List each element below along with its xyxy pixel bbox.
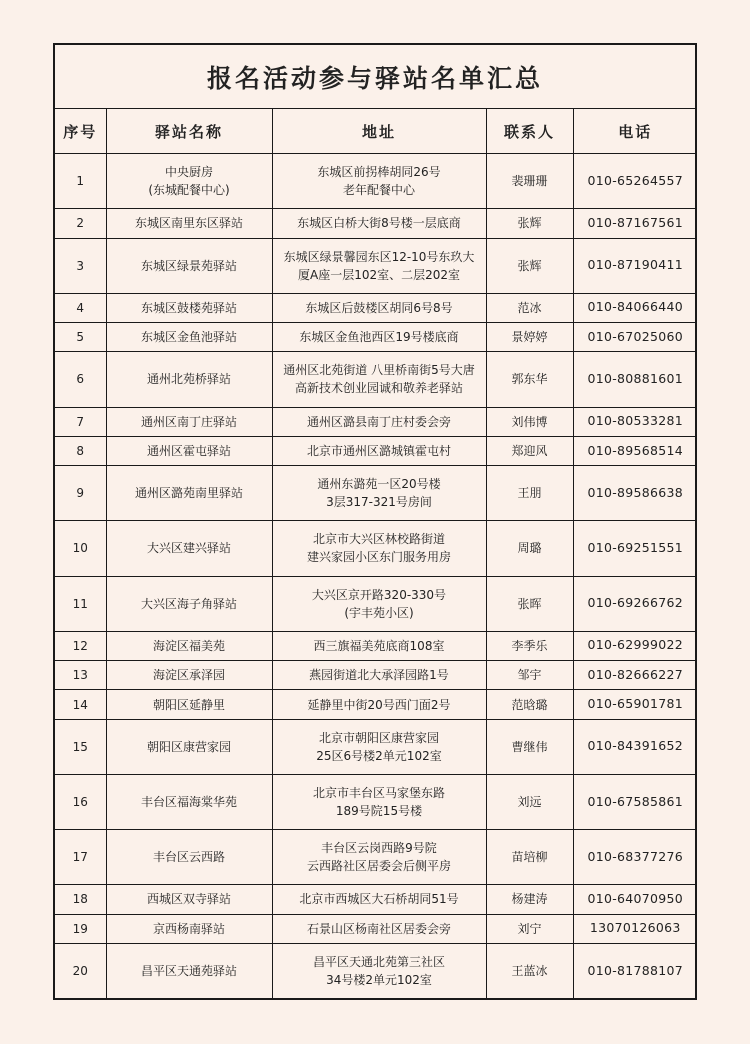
station-name (106, 407, 272, 436)
row-number: 7 (55, 407, 106, 436)
row-number: 4 (55, 293, 106, 322)
phone-number: 13070126063 (573, 914, 697, 943)
row-number: 15 (55, 719, 106, 774)
contact-person: 张辉 (486, 238, 573, 293)
station-name-line: 通州区潞苑南里驿站 (134, 486, 243, 501)
table-row (55, 238, 697, 293)
table-row (55, 631, 697, 660)
header-station-name: 驿站名称 (106, 109, 272, 154)
station-name-line: 东城区鼓楼苑驿站 (140, 300, 237, 315)
table-row (55, 466, 697, 521)
phone-number: 010-65264557 (573, 154, 697, 209)
station-address (272, 293, 486, 322)
phone-number: 010-87167561 (573, 209, 697, 238)
contact-person: 杨建涛 (486, 885, 573, 914)
station-name-line: 大兴区海子角驿站 (140, 596, 237, 611)
station-name (106, 690, 272, 719)
station-address (272, 466, 486, 521)
table-header-row (55, 109, 697, 154)
header-address: 地址 (272, 109, 486, 154)
station-address (272, 576, 486, 631)
station-name-line: 通州北苑桥驿站 (146, 372, 231, 387)
contact-person: 周璐 (486, 521, 573, 576)
header-contact: 联系人 (486, 109, 573, 154)
station-name-line: 丰台区福海棠华苑 (140, 794, 237, 809)
station-name (106, 885, 272, 914)
address-line: 高新技术创业园诚和敬养老驿站 (294, 381, 463, 396)
document-sheet (53, 43, 697, 1000)
contact-person: 范晗璐 (486, 690, 573, 719)
contact-person: 李季乐 (486, 631, 573, 660)
station-name (106, 209, 272, 238)
phone-number: 010-80881601 (573, 352, 697, 407)
contact-person: 刘远 (486, 774, 573, 829)
phone-number: 010-80533281 (573, 407, 697, 436)
contact-person: 裴珊珊 (486, 154, 573, 209)
address-line: 189号院15号楼 (335, 803, 423, 818)
table-row (55, 323, 697, 352)
table-row (55, 774, 697, 829)
station-name (106, 830, 272, 885)
station-address (272, 719, 486, 774)
station-name (106, 293, 272, 322)
address-line: 西三旗福美苑底商108室 (313, 638, 445, 653)
address-line: 北京市朝阳区康营家园 (318, 730, 439, 745)
table-row (55, 576, 697, 631)
station-name (106, 466, 272, 521)
phone-number: 010-69251551 (573, 521, 697, 576)
station-name (106, 914, 272, 943)
address-line: 东城区白桥大街8号楼一层底商 (297, 216, 461, 231)
address-line: 通州东潞苑一区20号楼 (317, 477, 441, 492)
station-address (272, 943, 486, 998)
table-row (55, 830, 697, 885)
phone-number: 010-64070950 (573, 885, 697, 914)
row-number: 9 (55, 466, 106, 521)
station-name-line: 朝阳区康营家园 (146, 739, 231, 754)
station-name-line: (东城配餐中心) (148, 183, 230, 198)
station-address (272, 631, 486, 660)
table-row (55, 293, 697, 322)
contact-person: 曹继伟 (486, 719, 573, 774)
station-address (272, 830, 486, 885)
station-name-line: 通州区霍屯驿站 (146, 444, 231, 459)
station-name-line: 东城区金鱼池驿站 (140, 330, 237, 345)
table-row (55, 690, 697, 719)
station-name (106, 323, 272, 352)
phone-number: 010-67025060 (573, 323, 697, 352)
station-address (272, 323, 486, 352)
row-number: 5 (55, 323, 106, 352)
address-line: 3层317-321号房间 (326, 495, 432, 510)
phone-number: 010-84391652 (573, 719, 697, 774)
station-name (106, 774, 272, 829)
table-row (55, 154, 697, 209)
station-address (272, 885, 486, 914)
contact-person: 张辉 (486, 209, 573, 238)
table-row (55, 885, 697, 914)
contact-person: 刘伟博 (486, 407, 573, 436)
station-name (106, 631, 272, 660)
row-number: 11 (55, 576, 106, 631)
row-number: 8 (55, 436, 106, 465)
contact-person: 邹宇 (486, 661, 573, 690)
phone-number: 010-68377276 (573, 830, 697, 885)
station-name (106, 576, 272, 631)
address-line: 北京市通州区潞城镇霍屯村 (306, 444, 451, 459)
phone-number: 010-82666227 (573, 661, 697, 690)
address-line: 延静里中街20号西门面2号 (307, 697, 451, 712)
table-row (55, 407, 697, 436)
table-row (55, 436, 697, 465)
row-number: 2 (55, 209, 106, 238)
station-table (55, 109, 697, 998)
row-number: 14 (55, 690, 106, 719)
contact-person: 郭东华 (486, 352, 573, 407)
station-name (106, 238, 272, 293)
contact-person: 刘宁 (486, 914, 573, 943)
phone-number: 010-62999022 (573, 631, 697, 660)
header-no: 序号 (55, 109, 106, 154)
address-line: 建兴家园小区东门服务用房 (306, 550, 451, 565)
station-name-line: 中央厨房 (164, 165, 213, 180)
row-number: 1 (55, 154, 106, 209)
address-line: 北京市西城区大石桥胡同51号 (299, 892, 459, 907)
contact-person: 王蓝冰 (486, 943, 573, 998)
address-line: 北京市丰台区马家堡东路 (312, 785, 445, 800)
address-line: 北京市大兴区林校路街道 (312, 532, 445, 547)
row-number: 19 (55, 914, 106, 943)
station-address (272, 690, 486, 719)
row-number: 20 (55, 943, 106, 998)
station-name-line: 海淀区承泽园 (152, 668, 225, 683)
table-row (55, 352, 697, 407)
contact-person: 范冰 (486, 293, 573, 322)
station-name (106, 719, 272, 774)
address-line: 老年配餐中心 (342, 183, 415, 198)
address-line: 通州区北苑街道 八里桥南街5号大唐 (283, 363, 475, 378)
station-address (272, 774, 486, 829)
address-line: 石景山区杨南社区居委会旁 (306, 921, 451, 936)
address-line: 大兴区京开路320-330号 (311, 587, 447, 602)
address-line: 34号楼2单元102室 (326, 972, 432, 987)
station-address (272, 521, 486, 576)
station-address (272, 661, 486, 690)
address-line: 25区6号楼2单元102室 (316, 748, 442, 763)
table-row (55, 719, 697, 774)
contact-person: 郑迎风 (486, 436, 573, 465)
station-name-line: 东城区绿景苑驿站 (140, 258, 237, 273)
row-number: 12 (55, 631, 106, 660)
contact-person: 景婷婷 (486, 323, 573, 352)
header-phone: 电话 (573, 109, 697, 154)
station-address (272, 352, 486, 407)
station-address (272, 914, 486, 943)
station-name-line: 大兴区建兴驿站 (146, 541, 231, 556)
phone-number: 010-67585861 (573, 774, 697, 829)
table-row (55, 209, 697, 238)
station-name-line: 丰台区云西路 (152, 850, 225, 865)
page-title: 报名活动参与驿站名单汇总 (55, 45, 695, 109)
row-number: 18 (55, 885, 106, 914)
address-line: 东城区绿景馨园东区12-10号东玖大 (283, 249, 475, 264)
address-line: 厦A座一层102室、二层202室 (297, 267, 461, 282)
station-address (272, 154, 486, 209)
address-line: 昌平区天通北苑第三社区 (312, 954, 445, 969)
station-name-line: 昌平区天通苑驿站 (140, 963, 237, 978)
row-number: 6 (55, 352, 106, 407)
station-name-line: 东城区南里东区驿站 (134, 216, 243, 231)
station-address (272, 209, 486, 238)
address-line: 云西路社区居委会后侧平房 (306, 859, 451, 874)
station-name (106, 521, 272, 576)
phone-number: 010-87190411 (573, 238, 697, 293)
station-name-line: 通州区南丁庄驿站 (140, 414, 237, 429)
address-line: 丰台区云岗西路9号院 (321, 841, 437, 856)
row-number: 13 (55, 661, 106, 690)
phone-number: 010-89586638 (573, 466, 697, 521)
address-line: 通州区潞县南丁庄村委会旁 (306, 414, 451, 429)
row-number: 16 (55, 774, 106, 829)
station-name-line: 西城区双寺驿站 (146, 892, 231, 907)
station-name (106, 154, 272, 209)
station-name-line: 京西杨南驿站 (152, 921, 225, 936)
station-address (272, 436, 486, 465)
phone-number: 010-65901781 (573, 690, 697, 719)
station-name (106, 352, 272, 407)
phone-number: 010-69266762 (573, 576, 697, 631)
station-name (106, 436, 272, 465)
station-name (106, 943, 272, 998)
table-body (55, 154, 697, 999)
row-number: 17 (55, 830, 106, 885)
station-name (106, 661, 272, 690)
table-row (55, 914, 697, 943)
phone-number: 010-89568514 (573, 436, 697, 465)
station-address (272, 407, 486, 436)
contact-person: 苗培柳 (486, 830, 573, 885)
table-row (55, 521, 697, 576)
address-line: 东城区后鼓楼区胡同6号8号 (305, 300, 453, 315)
row-number: 3 (55, 238, 106, 293)
station-address (272, 238, 486, 293)
phone-number: 010-84066440 (573, 293, 697, 322)
contact-person: 王朋 (486, 466, 573, 521)
address-line: 东城区金鱼池西区19号楼底商 (299, 330, 459, 345)
table-row (55, 661, 697, 690)
row-number: 10 (55, 521, 106, 576)
table-row (55, 943, 697, 998)
address-line: 燕园街道北大承泽园路1号 (309, 668, 449, 683)
address-line: 东城区前拐棒胡同26号 (317, 165, 441, 180)
phone-number: 010-81788107 (573, 943, 697, 998)
address-line: (宇丰苑小区) (344, 605, 414, 620)
station-name-line: 朝阳区延静里 (152, 697, 225, 712)
station-name-line: 海淀区福美苑 (152, 638, 225, 653)
contact-person: 张晖 (486, 576, 573, 631)
